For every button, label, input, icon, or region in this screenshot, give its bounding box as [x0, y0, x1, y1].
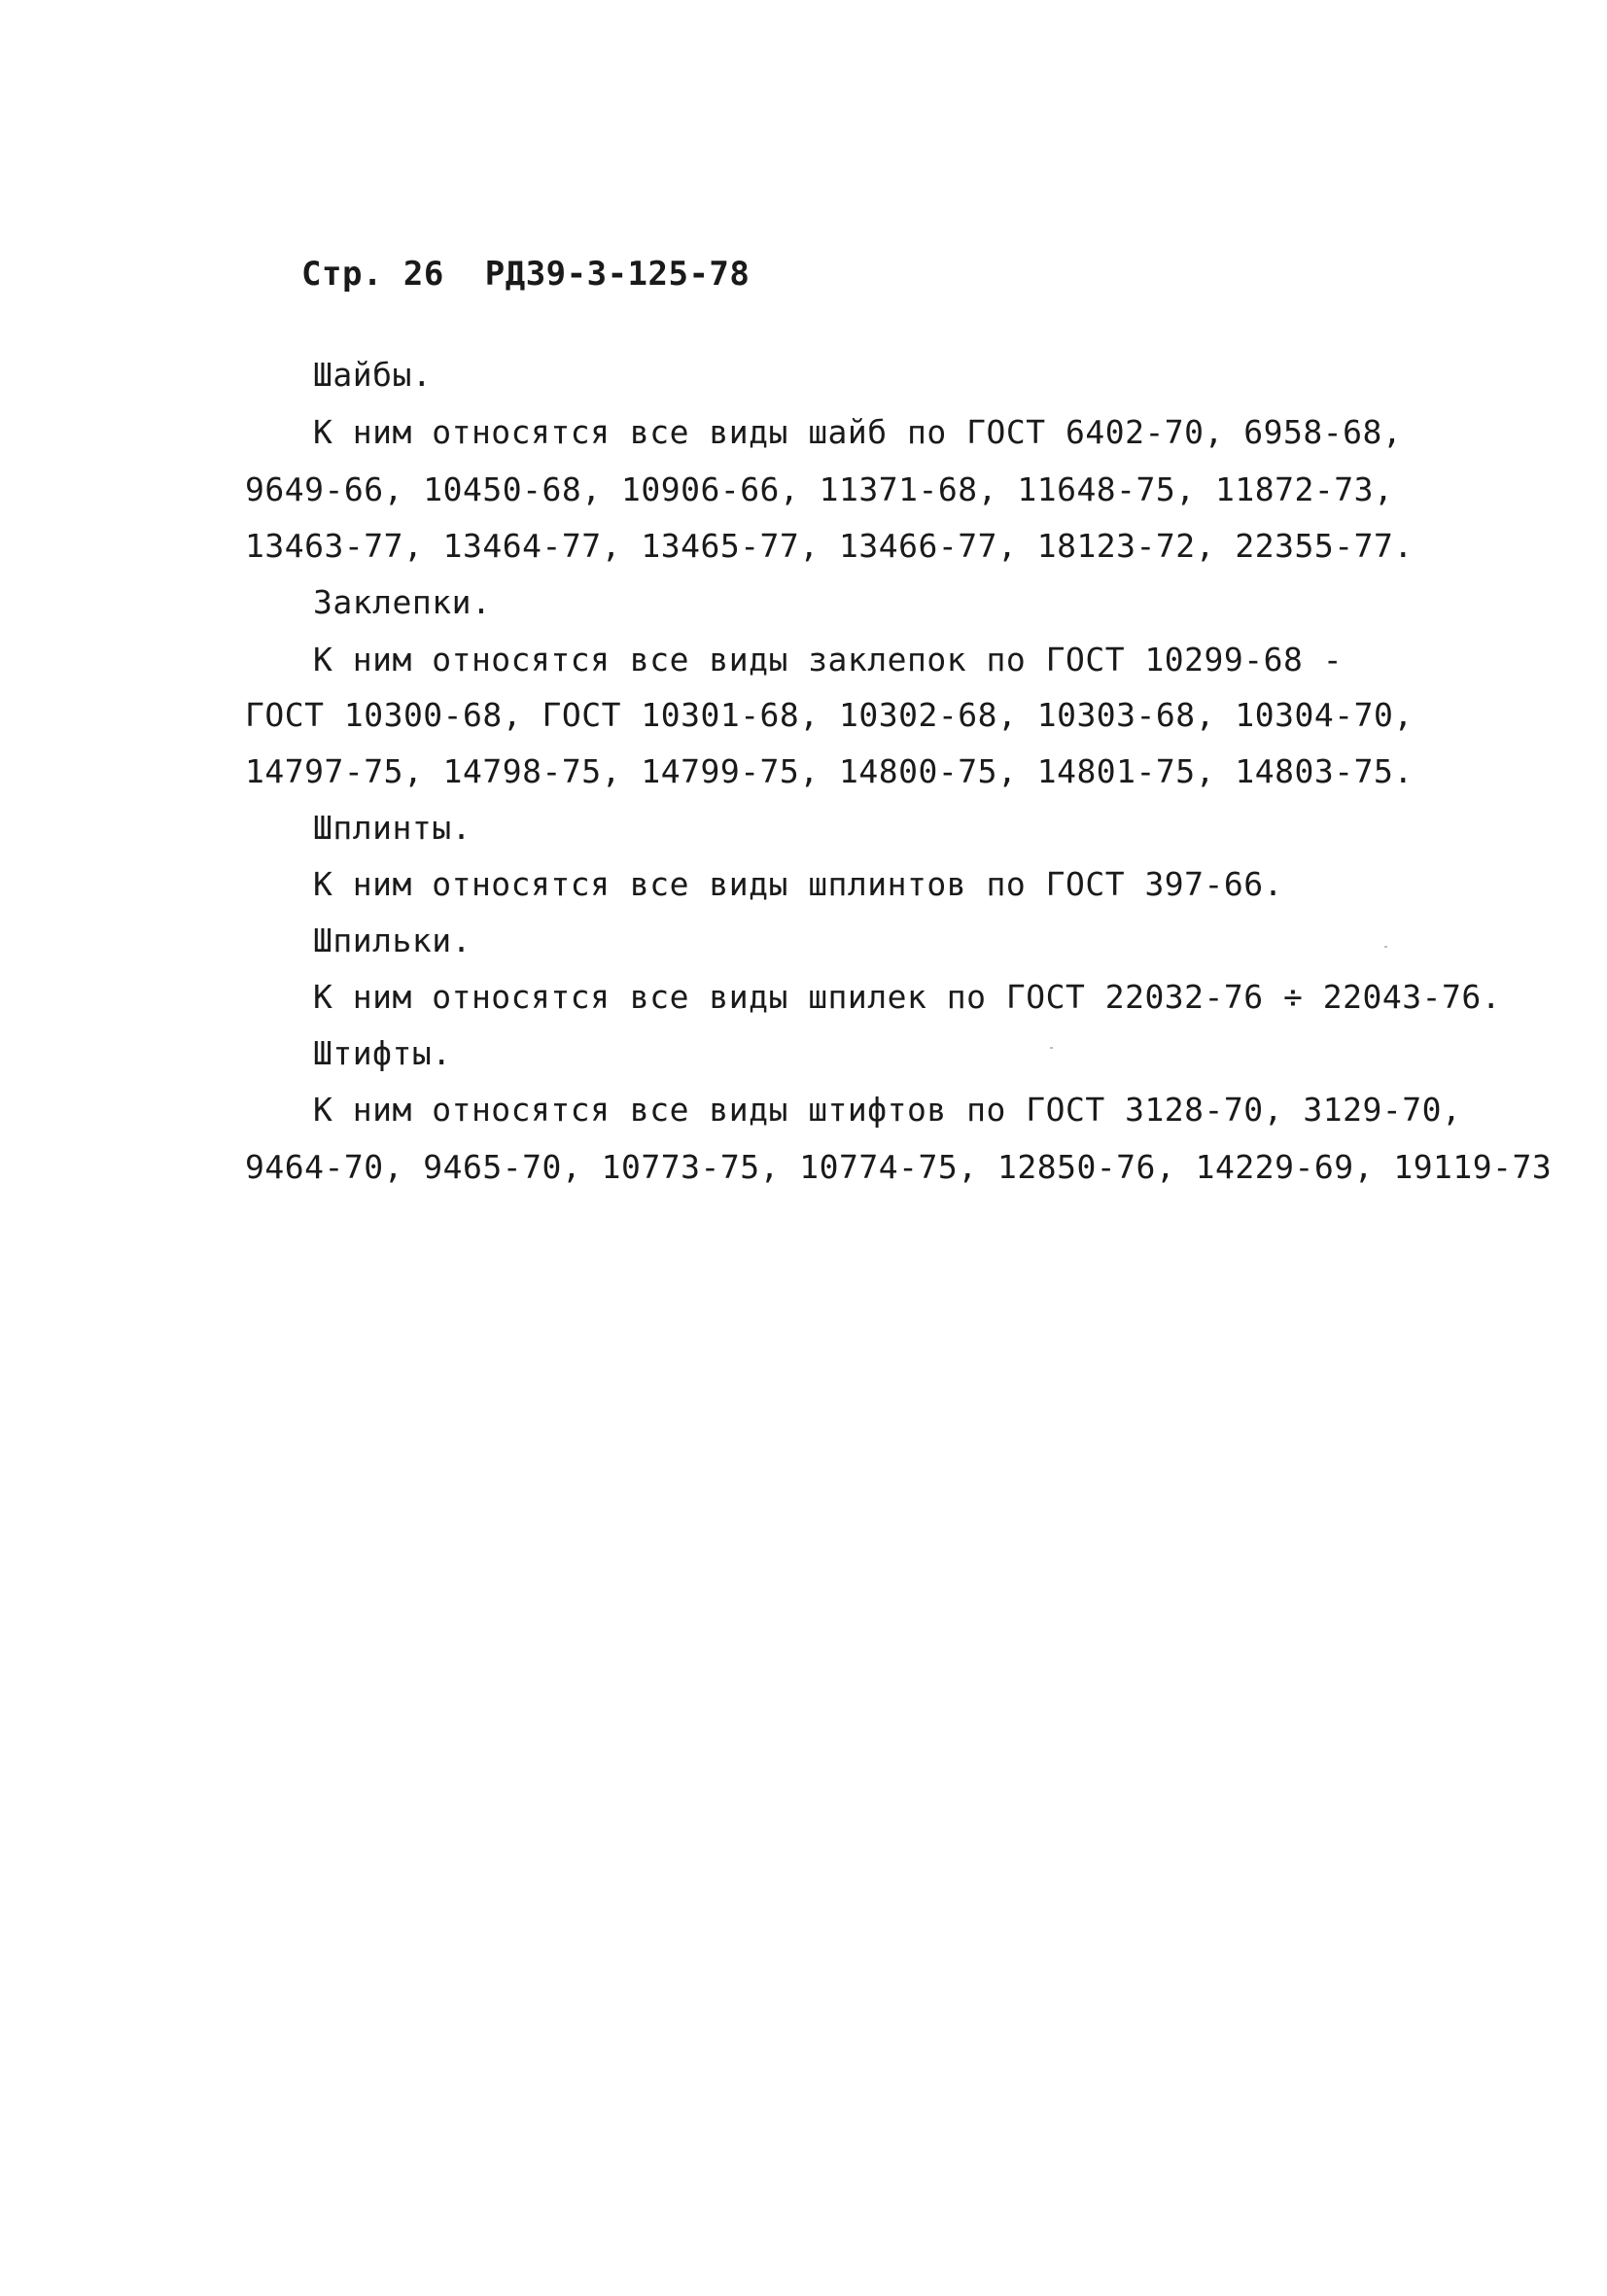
section-title-cotter-pins: Шплинты. — [313, 809, 472, 847]
page-ref: Стр. 26 — [301, 255, 444, 294]
section-title-washers: Шайбы. — [313, 356, 433, 394]
section-text-line: 13463-77, 13464-77, 13465-77, 13466-77, 18123-72, 22355-77. — [245, 527, 1414, 565]
section-text-line: К ним относятся все виды штифтов по ГОСТ 3128-70, 3129-70, — [313, 1091, 1462, 1129]
section-text-line: К ним относятся все виды шайб по ГОСТ 6402-70, 6958-68, — [313, 413, 1403, 451]
section-text-line: К ним относятся все виды шплинтов по ГОСТ 397-66. — [313, 865, 1284, 903]
section-text-line: К ним относятся все виды шпилек по ГОСТ 22032-76 ÷ 22043-76. — [313, 978, 1502, 1016]
section-title-dowel-pins: Штифты. — [313, 1034, 452, 1072]
section-title-studs: Шпильки. — [313, 922, 472, 959]
scan-speck — [1384, 946, 1387, 948]
scan-speck — [1050, 1047, 1053, 1049]
page-header — [301, 255, 750, 294]
doc-code: РД39-3-125-78 — [484, 255, 751, 294]
section-text-line: ГОСТ 10300-68, ГОСТ 10301-68, 10302-68, 10303-68, 10304-70, — [245, 696, 1414, 734]
section-title-rivets: Заклепки. — [313, 583, 492, 621]
section-text-line: 14797-75, 14798-75, 14799-75, 14800-75, 14801-75, 14803-75. — [245, 752, 1414, 790]
section-text-line: 9649-66, 10450-68, 10906-66, 11371-68, 11648-75, 11872-73, — [245, 470, 1394, 508]
section-text-line: К ним относятся все виды заклепок по ГОСТ 10299-68 - — [313, 641, 1344, 678]
section-text-line: 9464-70, 9465-70, 10773-75, 10774-75, 12850-76, 14229-69, 19119-73 — [245, 1148, 1553, 1186]
